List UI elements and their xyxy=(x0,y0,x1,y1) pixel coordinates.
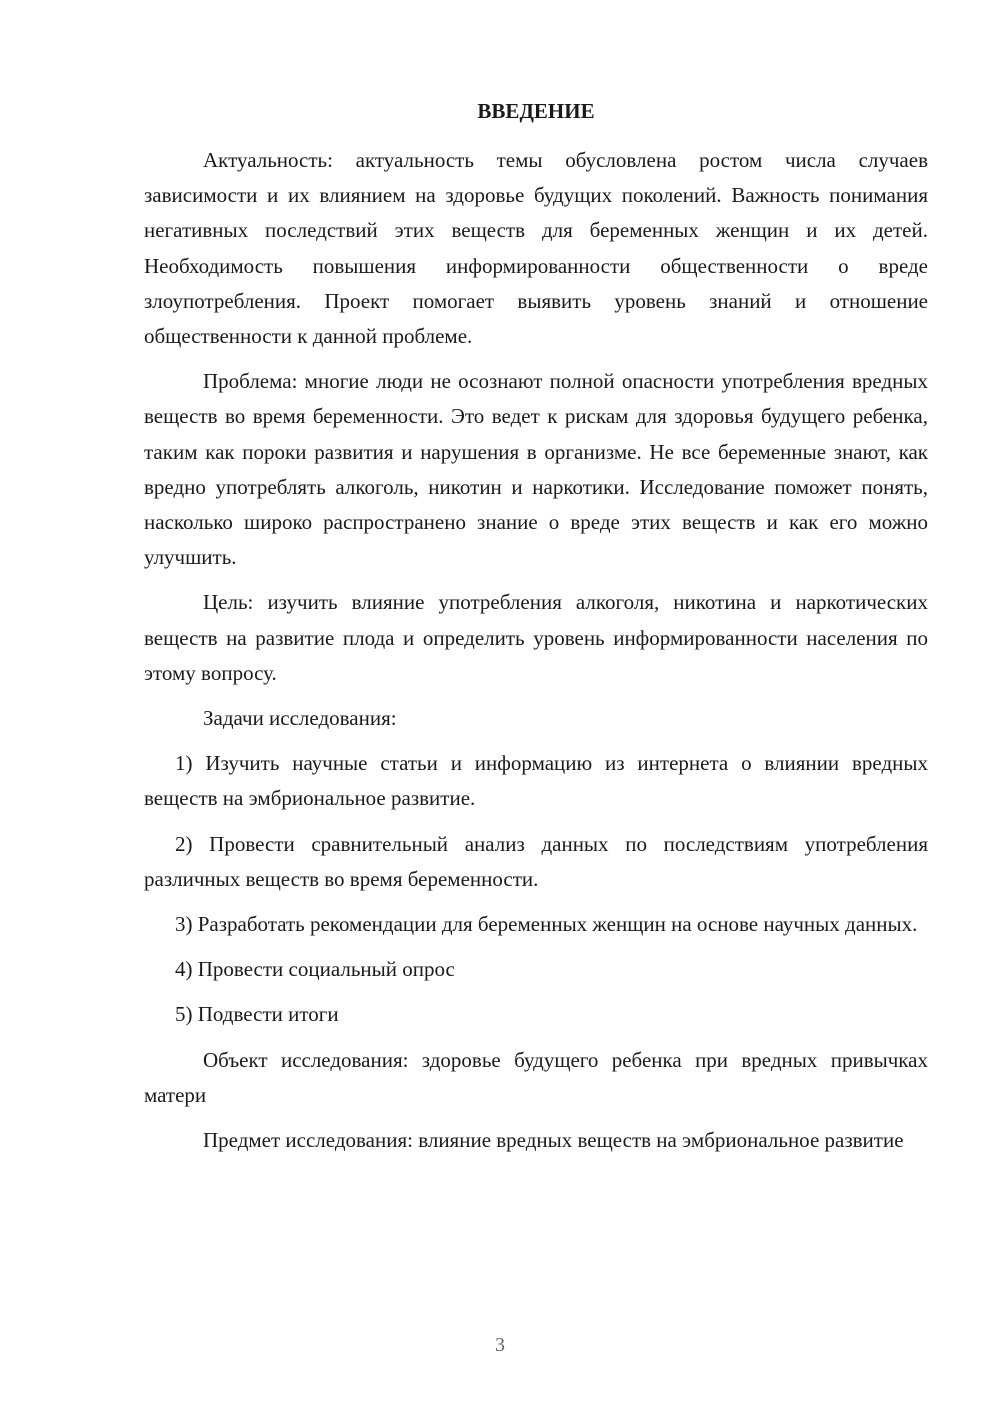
task-item-1: 1) Изучить научные статьи и информацию из интернета о влиянии вредных веществ на эмбриональное развитие. xyxy=(144,751,928,811)
task-item-2: 2) Провести сравнительный анализ данных по последствиям употребления различных веществ во время беременности. xyxy=(144,831,928,891)
page-number: 3 xyxy=(495,1334,505,1356)
document-page xyxy=(144,94,928,1168)
problem-paragraph: Проблема: многие люди не осознают полной опасности употребления вредных веществ во время беременности. Это ведет к рискам для здоровья будущего ребенка, таким как пороки развития и нарушения в организме. Не все беременные знают, как вредно употреблять алкоголь, никотин и наркотики. Исследование поможет понять, насколько широко распространено знание о вреде этих веществ и как его можно улучшить. xyxy=(144,369,928,570)
task-item-4: 4) Провести социальный опрос xyxy=(175,957,455,982)
research-subject-paragraph: Предмет исследования: влияние вредных веществ на эмбриональное развитие xyxy=(203,1128,904,1153)
tasks-heading: Задачи исследования: xyxy=(203,706,397,731)
goal-paragraph: Цель: изучить влияние употребления алкоголя, никотина и наркотических веществ на развитие плода и определить уровень информированности населения по этому вопросу. xyxy=(144,590,928,685)
research-object-paragraph: Объект исследования: здоровье будущего ребенка при вредных привычках матери xyxy=(144,1047,928,1107)
task-item-5: 5) Подвести итоги xyxy=(175,1002,339,1027)
section-title: ВВЕДЕНИЕ xyxy=(477,99,595,123)
relevance-paragraph: Актуальность: актуальность темы обусловлена ростом числа случаев зависимости и их влиянием на здоровье будущих поколений. Важность понимания негативных последствий этих веществ для беременных женщин и их детей. Необходимость повышения информированности общественности о вреде злоупотребления. Проект помогает выявить уровень знаний и отношение общественности к данной проблеме. xyxy=(144,148,928,349)
task-item-3: 3) Разработать рекомендации для беременных женщин на основе научных данных. xyxy=(175,912,918,937)
